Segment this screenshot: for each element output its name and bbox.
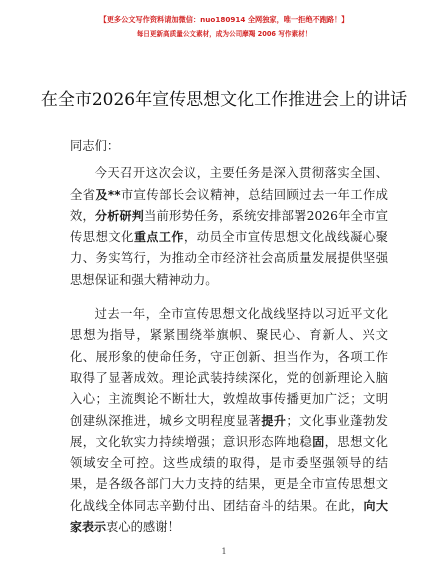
bold-run: 分析研判 bbox=[95, 208, 144, 223]
text-run: ；文化事业蓬勃发展，文化软实力持续增强；意识形态阵地稳 bbox=[70, 413, 388, 449]
promo-banner-line-1: 【更多公文写作资料请加微信：nuo180914 全网独家，唯一拒绝不跑路！】 bbox=[99, 15, 349, 24]
bold-run: 固 bbox=[312, 434, 325, 449]
bold-run: 重点工作 bbox=[133, 230, 184, 245]
salutation: 同志们： bbox=[70, 139, 120, 153]
promo-banner bbox=[0, 14, 448, 40]
document-body bbox=[70, 136, 388, 538]
text-run: ，思想文化领域安全可控。这些成绩的取得，是市委坚强领导的结果，是各级各部门大力支持的结果，更是全市宣传思想文化战线全体同志辛勤付出、团结奋斗的结果。在此， bbox=[70, 434, 388, 513]
bold-run: 向大家表示 bbox=[70, 498, 388, 535]
page-number: 1 bbox=[221, 547, 227, 556]
bold-run: 及** bbox=[95, 187, 121, 202]
text-run: 当前形势任务，系统安排部署2026年全市宣传思想文化 bbox=[70, 208, 388, 245]
paragraph-opening bbox=[70, 163, 388, 291]
paragraph-review bbox=[70, 304, 388, 538]
text-run: 今天召开这次会议，主要任务是深入贯彻落实全国、全省 bbox=[70, 166, 388, 202]
bold-run: 提升 bbox=[261, 413, 287, 428]
text-run: ，动员全市宣传思想文化战线凝心聚力、务实笃行，为推动全市经济社会高质量发展提供坚强思想保证和强大精神动力。 bbox=[70, 230, 388, 287]
text-run: 衷心的感谢！ bbox=[106, 520, 180, 535]
promo-banner-line-2: 每日更新高质量公文素材，成为公司摩羯 2006 写作素材！ bbox=[136, 30, 312, 38]
text-run: 过去一年，全市宣传思想文化战线坚持以习近平文化思想为指导，紧紧围绕举旗帜、聚民心、育新人、兴文化、展形象的使命任务，守正创新、担当作为，各项工作取得了显著成效。理论武装持续深化，党的创新理论入脑入心；主流舆论不断壮大，敦煌故事传播更加广泛；文明创建纵深推进，城乡文明程度显著 bbox=[70, 307, 388, 428]
text-run: 市宣传部长会议精神，总结回顾过去一年工作成效， bbox=[70, 187, 388, 223]
document-title: 在全市2026年宣传思想文化工作推进会上的讲话 bbox=[40, 90, 408, 110]
